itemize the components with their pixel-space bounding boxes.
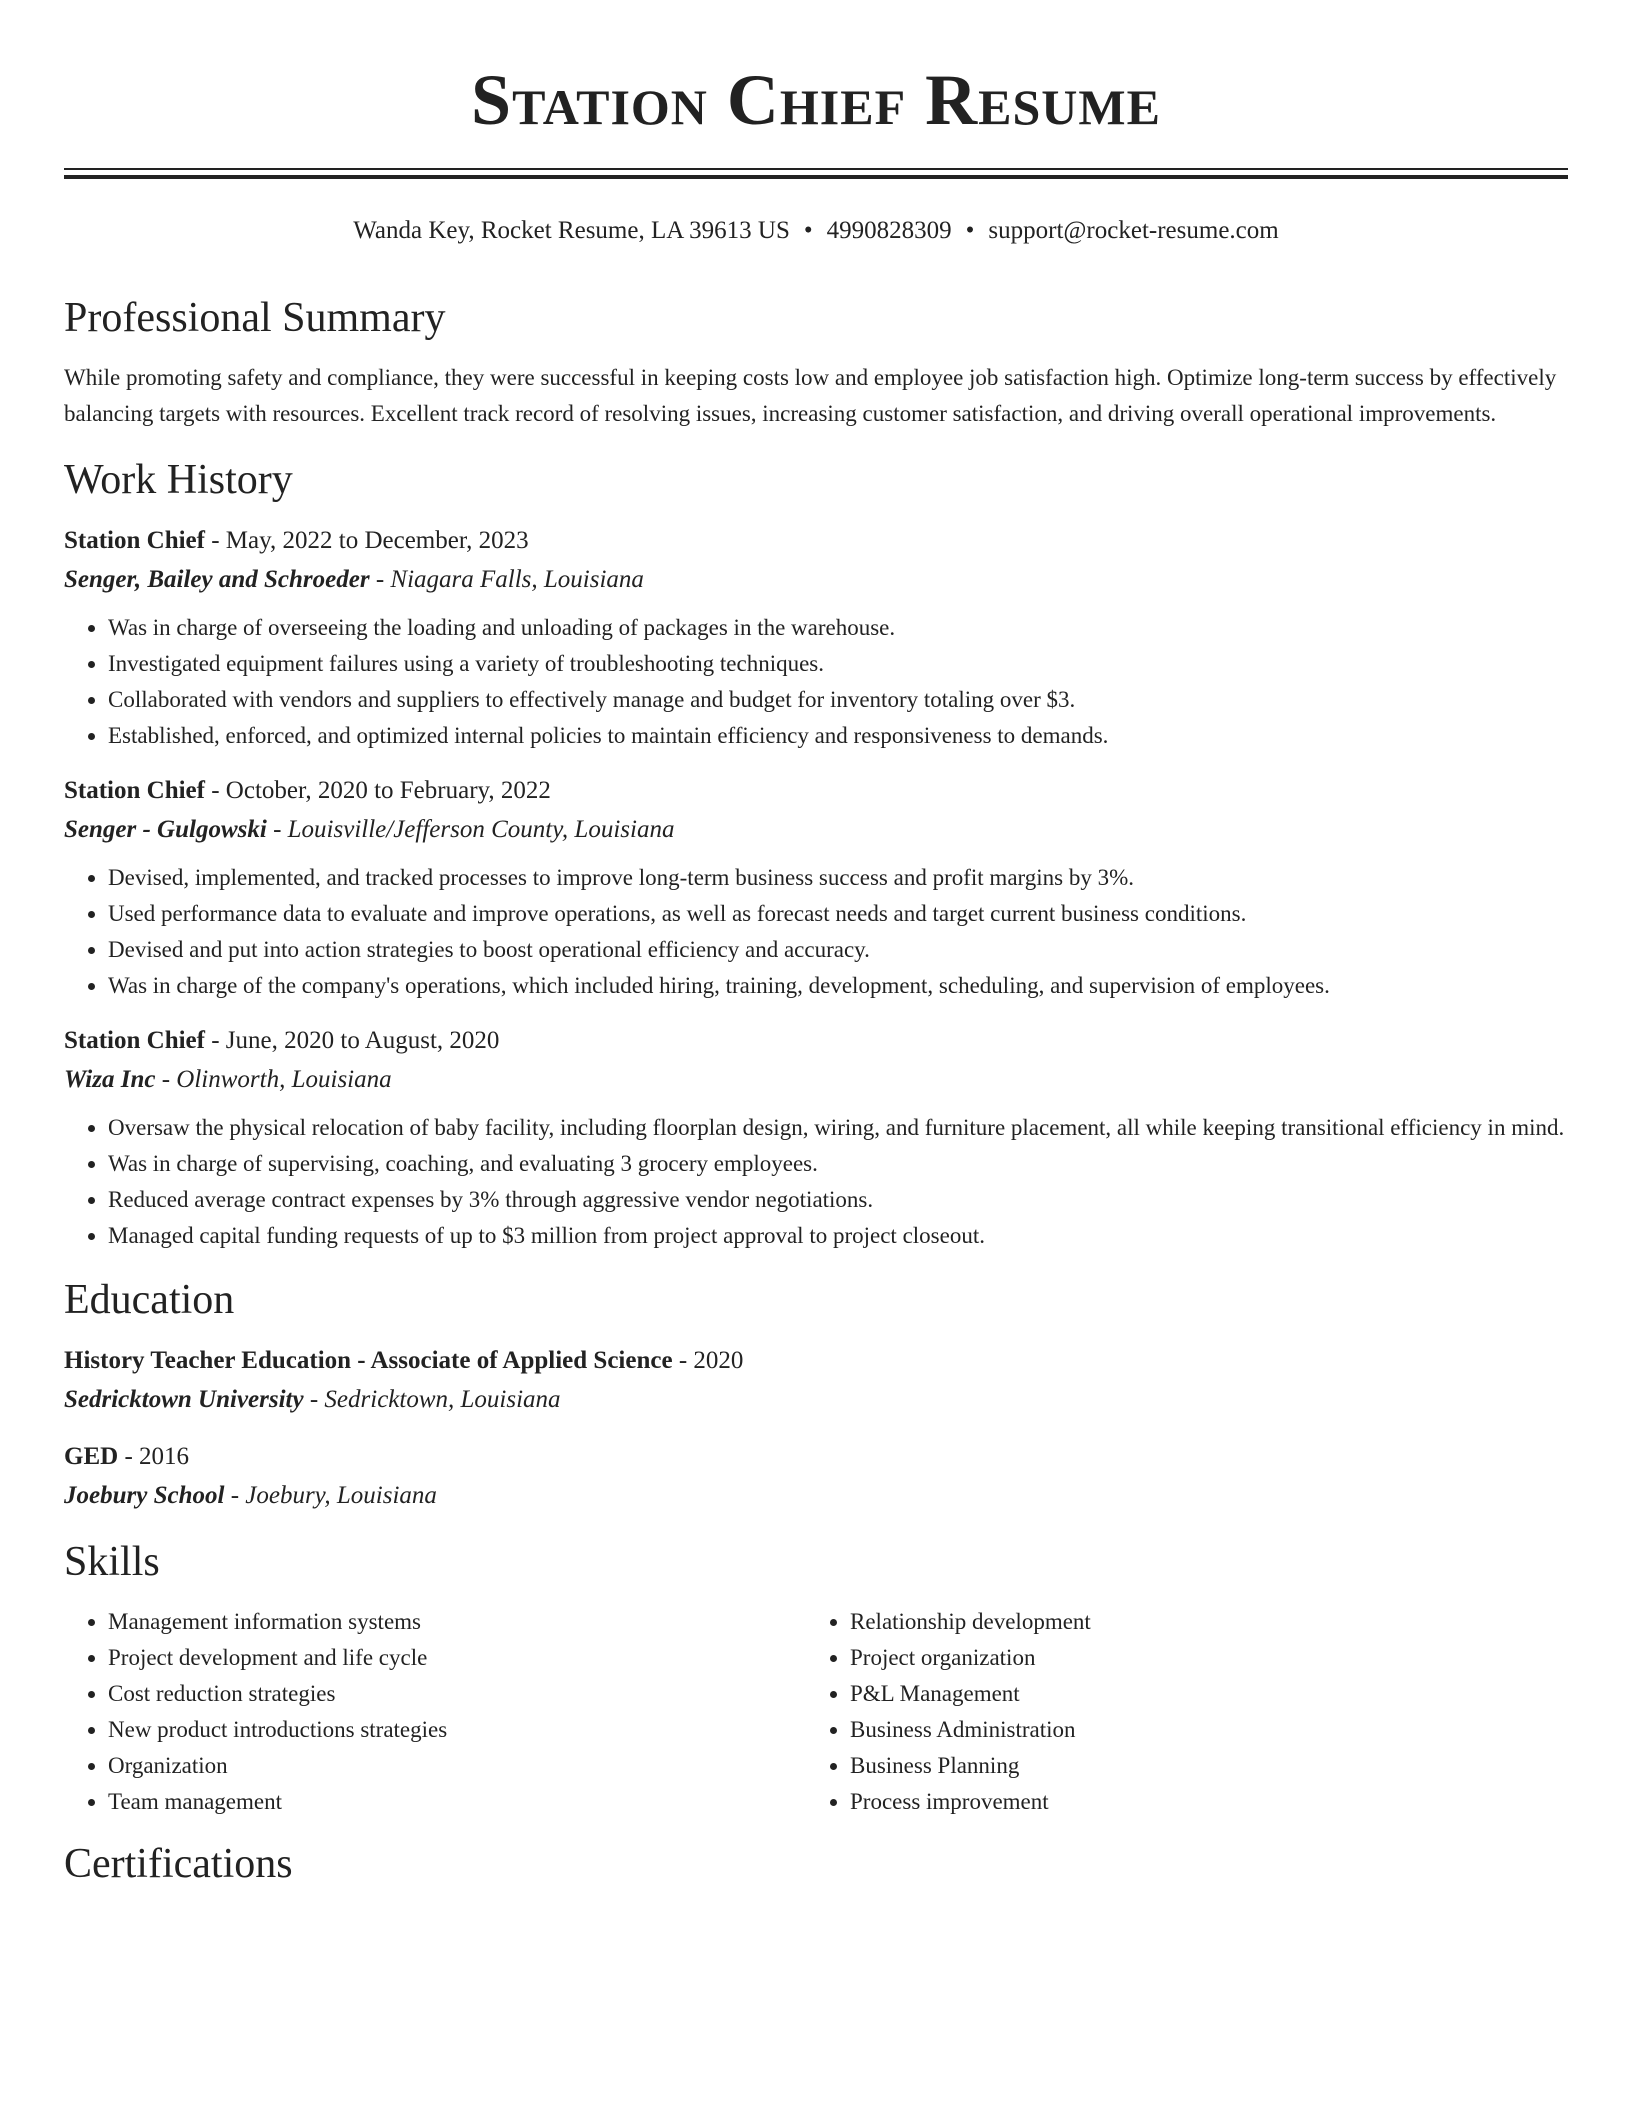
job-bullet: • Managed capital funding requests of up to $3 million from project approval to project closeout.: [108, 1218, 1568, 1254]
job-entry: [64, 522, 1568, 754]
skill-item: • Business Administration: [850, 1712, 1550, 1748]
job-bullet: • Established, enforced, and optimized internal policies to maintain efficiency and responsiveness to demands.: [108, 718, 1568, 754]
education-location: - Joebury, Louisiana: [224, 1482, 437, 1509]
contact-separator: •: [965, 217, 975, 244]
job-bullet: • Investigated equipment failures using a variety of troubleshooting techniques.: [108, 646, 1568, 682]
job-title: Station Chief: [64, 527, 205, 554]
education-degree: GED: [64, 1443, 119, 1470]
job-bullet: • Was in charge of supervising, coaching, and evaluating 3 grocery employees.: [108, 1146, 1568, 1182]
job-bullet: • Used performance data to evaluate and improve operations, as well as forecast needs and target current business conditions.: [108, 896, 1568, 932]
job-bullet: • Devised, implemented, and tracked processes to improve long-term business success and profit margins by 3%.: [108, 860, 1568, 896]
skill-item: • Relationship development: [850, 1604, 1550, 1640]
skill-item: • Organization: [108, 1748, 806, 1784]
job-entry: [64, 772, 1568, 1004]
education-school: Sedricktown University: [64, 1386, 304, 1413]
education-location: - Sedricktown, Louisiana: [303, 1386, 561, 1413]
skill-item: • Team management: [108, 1784, 806, 1820]
skill-item: • Project organization: [850, 1640, 1550, 1676]
certifications-section: [64, 1836, 1568, 1892]
job-dates: - October, 2020 to February, 2022: [204, 777, 551, 804]
skill-item: • Cost reduction strategies: [108, 1676, 806, 1712]
skill-item: • Project development and life cycle: [108, 1640, 806, 1676]
education-school: Joebury School: [64, 1482, 225, 1509]
contact-line: [0, 213, 1632, 249]
skills-section: [64, 1534, 1568, 1820]
skill-item: • Management information systems: [108, 1604, 806, 1640]
skills-left-column: [64, 1604, 806, 1820]
skill-item: • Business Planning: [850, 1748, 1550, 1784]
job-bullet: • Devised and put into action strategies to boost operational efficiency and accuracy.: [108, 932, 1568, 968]
work-history-section: [64, 452, 1568, 1254]
job-bullet: • Reduced average contract expenses by 3% through aggressive vendor negotiations.: [108, 1182, 1568, 1218]
job-bullet: • Was in charge of overseeing the loading and unloading of packages in the warehouse.: [108, 610, 1568, 646]
job-location: - Louisville/Jefferson County, Louisiana: [266, 816, 675, 843]
job-company: Wiza Inc: [64, 1066, 156, 1093]
title-rule-thick: [64, 175, 1568, 179]
work-history-heading: Work History: [64, 457, 293, 503]
job-entry: [64, 1022, 1568, 1254]
job-bullets: [64, 860, 1568, 1004]
contact-separator: •: [803, 217, 813, 244]
summary-heading: Professional Summary: [64, 295, 446, 341]
education-entry: [64, 1438, 1568, 1516]
certifications-heading: Certifications: [64, 1841, 293, 1887]
job-company: Senger, Bailey and Schroeder: [64, 566, 370, 593]
job-bullet: • Oversaw the physical relocation of baby facility, including floorplan design, wiring, and furniture placement, all while keeping transitional efficiency in mind.: [108, 1110, 1568, 1146]
contact-email: support@rocket-resume.com: [988, 217, 1279, 244]
contact-address: Wanda Key, Rocket Resume, LA 39613 US: [353, 217, 790, 244]
job-bullet: • Was in charge of the company's operations, which included hiring, training, development, scheduling, and supervision of employees.: [108, 968, 1568, 1004]
skills-right-column: [806, 1604, 1550, 1820]
job-bullets: [64, 610, 1568, 754]
education-entry: [64, 1342, 1568, 1420]
education-year: - 2016: [118, 1443, 190, 1470]
job-title: Station Chief: [64, 777, 205, 804]
summary-section: [64, 290, 1568, 432]
job-dates: - May, 2022 to December, 2023: [204, 527, 529, 554]
job-bullet: • Collaborated with vendors and suppliers to effectively manage and budget for inventory totaling over $3.: [108, 682, 1568, 718]
job-title: Station Chief: [64, 1027, 205, 1054]
resume-title: Station Chief Resume: [471, 60, 1161, 140]
job-company: Senger - Gulgowski: [64, 816, 267, 843]
job-location: - Olinworth, Louisiana: [155, 1066, 392, 1093]
resume-body: [64, 290, 1568, 1906]
title-rule-thin: [64, 168, 1568, 170]
skill-item: • New product introductions strategies: [108, 1712, 806, 1748]
education-year: - 2020: [672, 1347, 744, 1374]
job-dates: - June, 2020 to August, 2020: [204, 1027, 500, 1054]
education-heading: Education: [64, 1277, 235, 1323]
summary-text: While promoting safety and compliance, they were successful in keeping costs low and employee job satisfaction high. Optimize long-term success by effectively balancing targets with resources. Excellent track record of resolving issues, increasing customer satisfaction, and driving overall operational improvements.: [64, 365, 1557, 426]
skill-item: • Process improvement: [850, 1784, 1550, 1820]
skill-item: • P&L Management: [850, 1676, 1550, 1712]
contact-phone: 4990828309: [826, 217, 952, 244]
job-bullets: [64, 1110, 1568, 1254]
job-location: - Niagara Falls, Louisiana: [369, 566, 644, 593]
skills-columns: [64, 1604, 1568, 1820]
skills-heading: Skills: [64, 1539, 160, 1585]
education-section: [64, 1272, 1568, 1516]
education-degree: History Teacher Education - Associate of Applied Science: [64, 1347, 673, 1374]
